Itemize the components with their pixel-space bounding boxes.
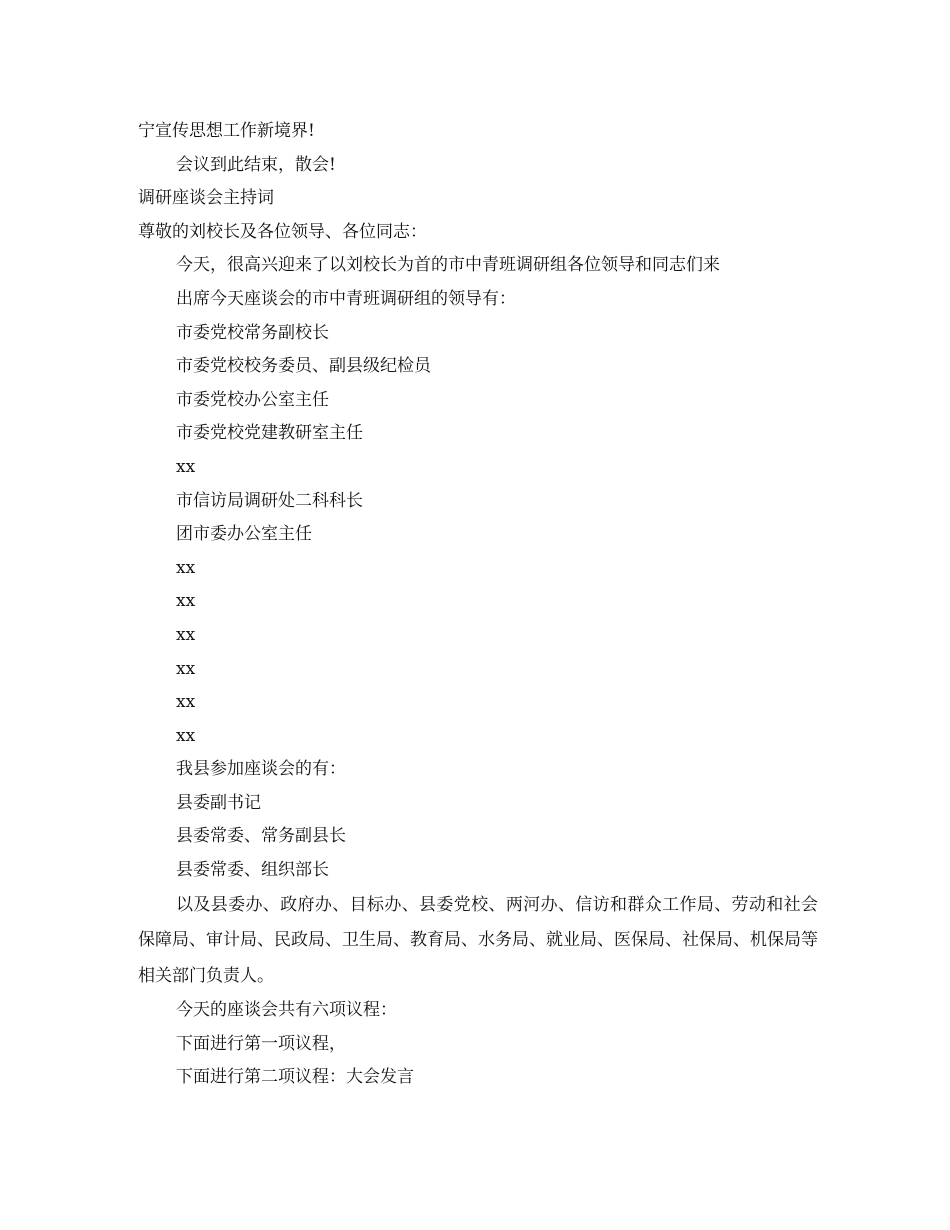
text-line: 县委常委、组织部长 [176, 860, 329, 881]
text-line: 下面进行第一项议程， [176, 1033, 346, 1054]
text-line: 尊敬的刘校长及各位领导、各位同志： [138, 221, 427, 242]
text-line: 市委党校办公室主任 [176, 389, 329, 410]
text-line: xx [176, 658, 196, 679]
text-line: 我县参加座谈会的有： [176, 759, 346, 780]
text-line: xx [176, 624, 196, 645]
text-line: 市委党校常务副校长 [176, 322, 329, 343]
text-line: xx [176, 456, 196, 477]
text-line: 会议到此结束，散会! [176, 154, 336, 175]
text-line: 市信访局调研处二科科长 [176, 490, 363, 511]
text-line: 团市委办公室主任 [176, 524, 312, 545]
closing-line-group [138, 994, 818, 1095]
text-line: 县委常委、常务副县长 [176, 826, 346, 847]
text-line: 调研座谈会主持词 [138, 188, 274, 209]
text-line: 县委副书记 [176, 792, 261, 813]
text-line: 下面进行第二项议程：大会发言 [176, 1067, 414, 1088]
text-line: xx [176, 692, 196, 713]
text-line: 今天的座谈会共有六项议程： [176, 1000, 397, 1021]
department-paragraph: 以及县委办、政府办、目标办、县委党校、两河办、信访和群众工作局、劳动和社会保障局、审计局、民政局、卫生局、教育局、水务局、就业局、医保局、社保局、机保局等相关部门负责人。 [138, 894, 818, 986]
text-line: 市委党校党建教研室主任 [176, 423, 363, 444]
document-body [138, 115, 818, 1095]
text-line: xx [176, 591, 196, 612]
line-group [138, 115, 818, 888]
text-line: xx [176, 725, 196, 746]
text-line: 今天，很高兴迎来了以刘校长为首的市中青班调研组各位领导和同志们来 [176, 255, 720, 276]
text-line: 出席今天座谈会的市中青班调研组的领导有： [176, 288, 516, 309]
text-line: 宁宣传思想工作新境界! [138, 121, 315, 141]
text-line: 市委党校校务委员、副县级纪检员 [176, 356, 431, 377]
text-line: xx [176, 557, 196, 578]
